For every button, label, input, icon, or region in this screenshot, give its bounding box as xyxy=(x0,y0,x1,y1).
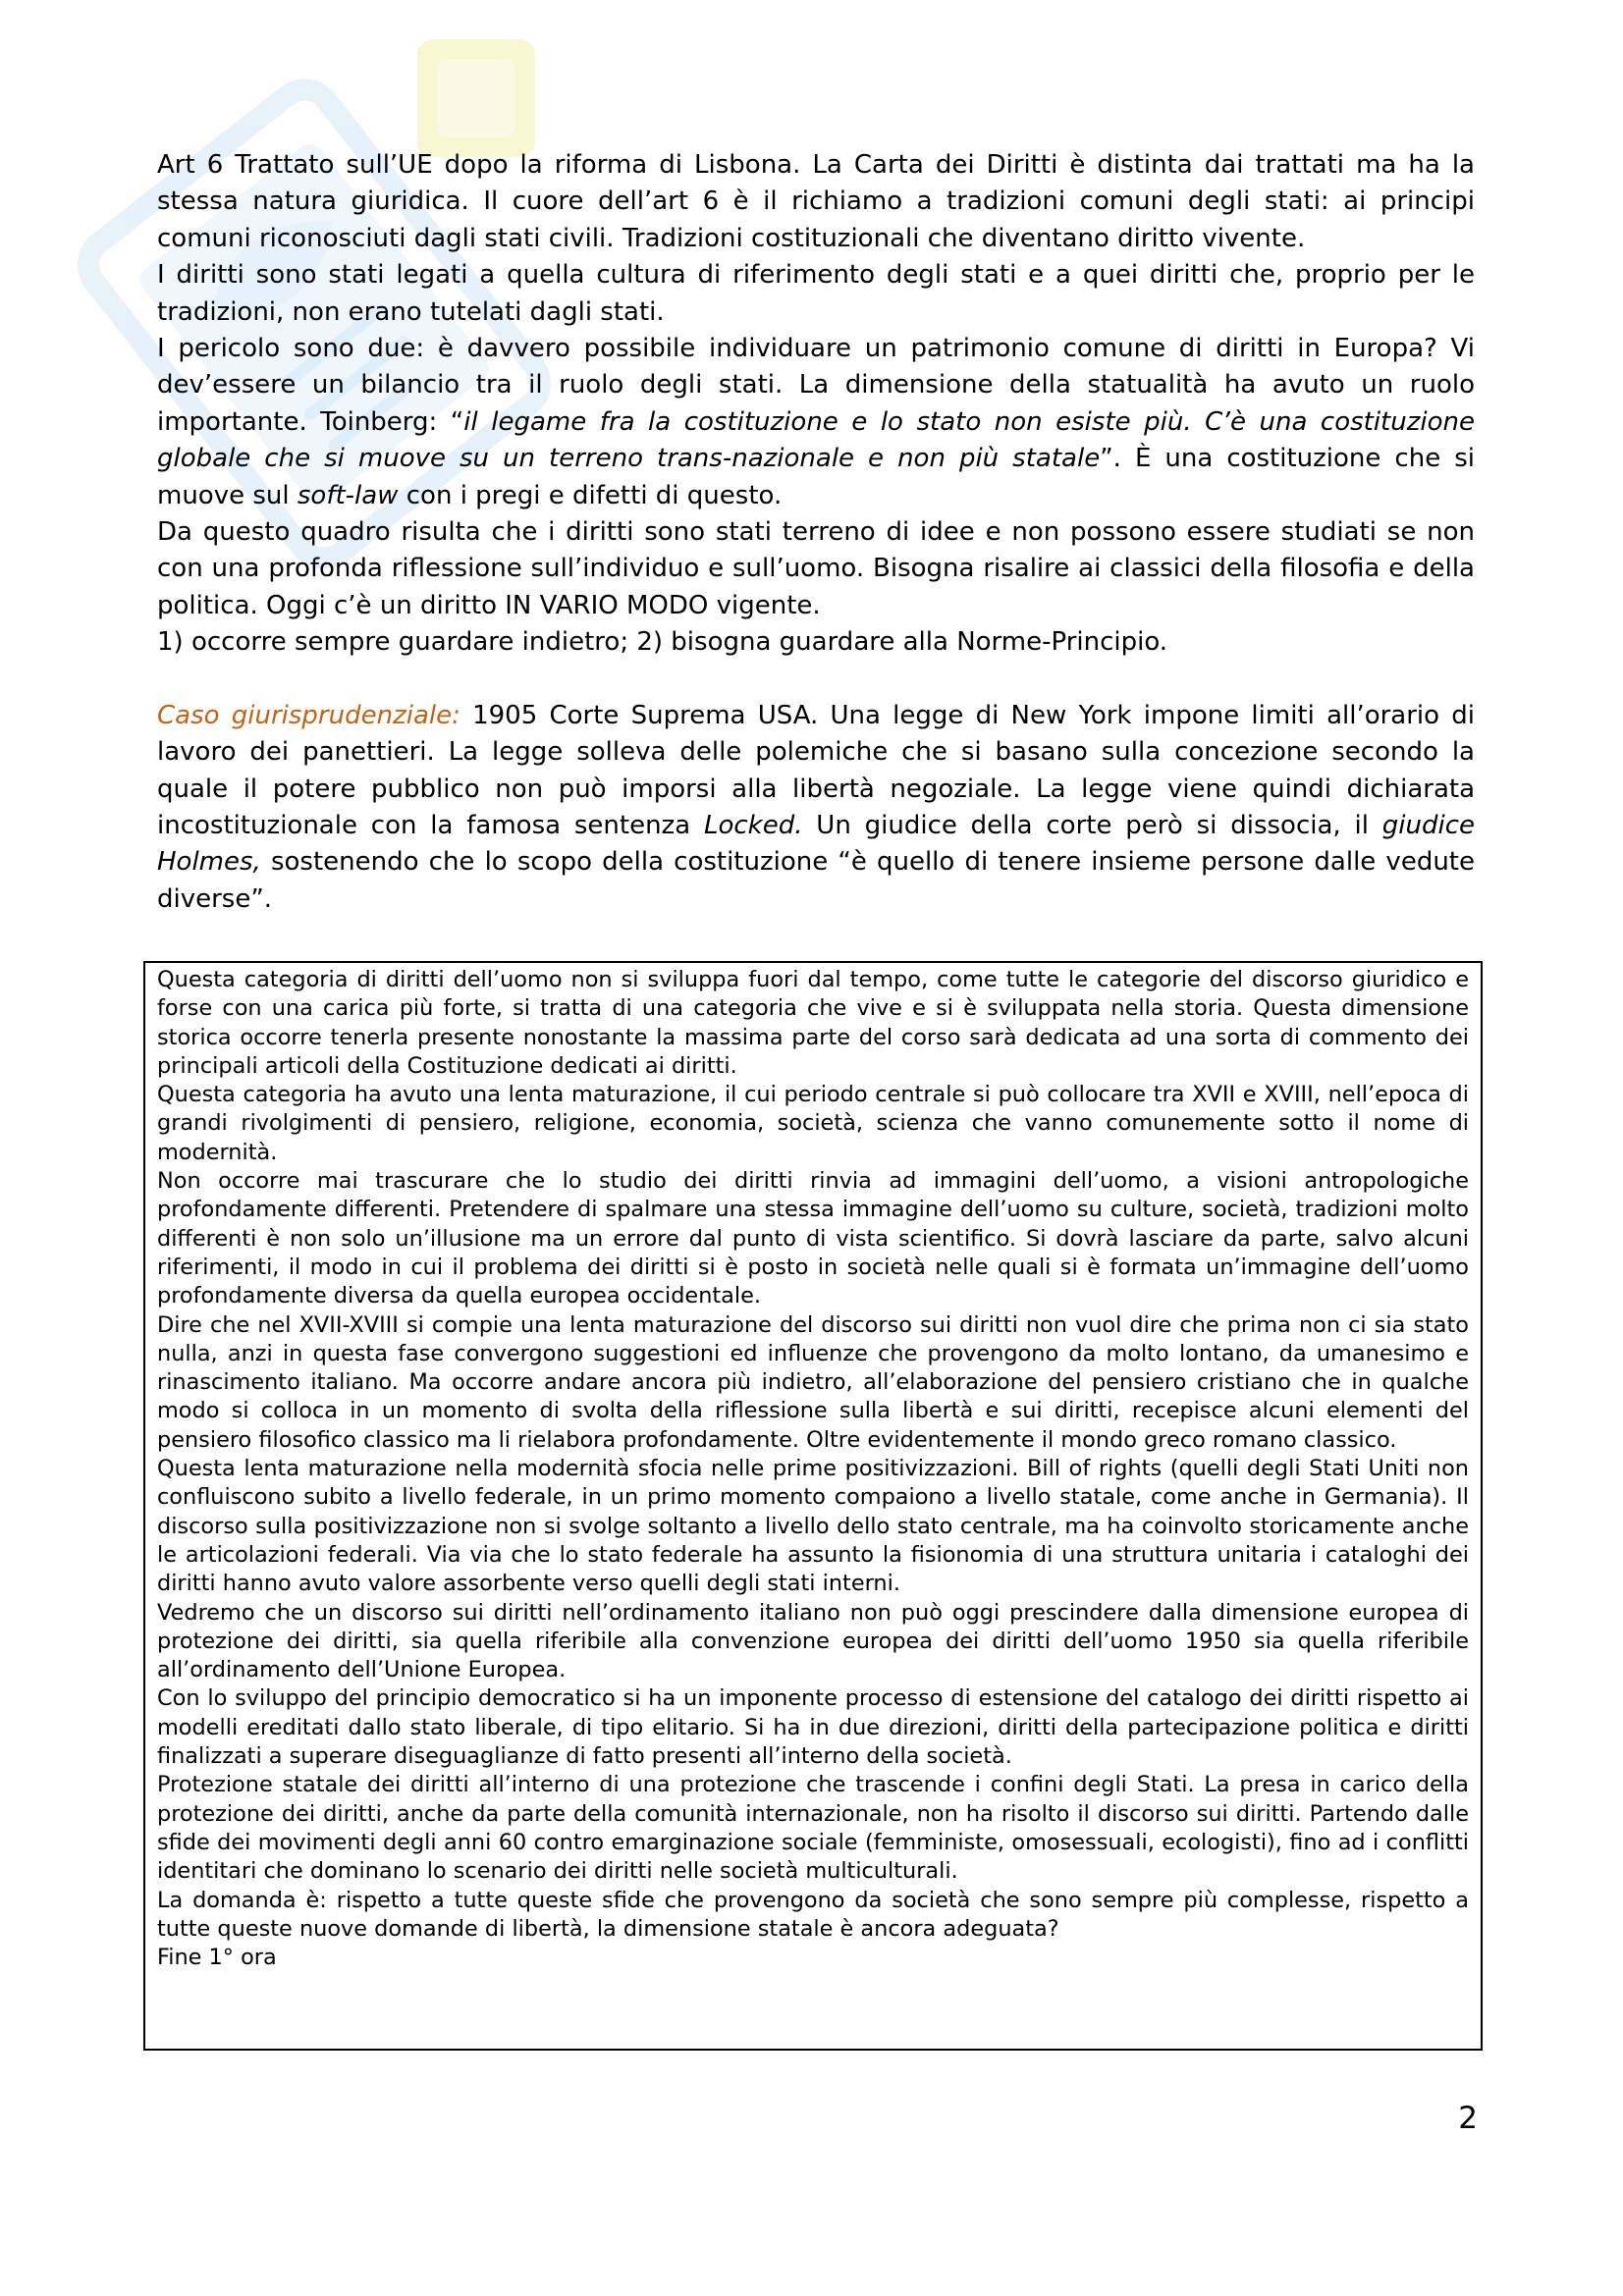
paragraph-art6: Art 6 Trattato sull’UE dopo la riforma di Lisbona. La Carta dei Diritti è distinta dai trattati ma ha la stessa natura giuridica. Il cuore dell’art 6 è il richiamo a tradizioni comuni degli stati: ai principi comuni riconosciuti dagli stati civili. Tradizioni costituzionali che diventano diritto vivente. xyxy=(157,150,1475,253)
locked-sentence: Locked. xyxy=(703,810,803,840)
paragraph-quadro: Da questo quadro risulta che i diritti sono stati terreno di idee e non possono essere studiati se non con una profonda riflessione sull’individuo e sull’uomo. Bisogna risalire ai classici della filosofia e della politica. Oggi c’è un diritto IN VARIO MODO vigente. xyxy=(157,517,1475,620)
box-paragraph: Vedremo che un discorso sui diritti nell’ordinamento italiano non può oggi prescindere dalla dimensione europea di protezione dei diritti, sia quella riferibile alla convenzione europea dei diritti dell’uomo 1950 sia quella riferibile all’ordinamento dell’Unione Europea. xyxy=(157,1599,1469,1683)
soft-law-term: soft-law xyxy=(297,480,399,510)
case-label: Caso giurisprudenziale: xyxy=(157,700,460,730)
page-number: 2 xyxy=(1458,2101,1478,2136)
paragraph-cultura: I diritti sono stati legati a quella cultura di riferimento degli stati e a quei diritti che, proprio per le tradizioni, non erano tutelati dagli stati. xyxy=(157,260,1475,327)
box-paragraph: Questa categoria ha avuto una lenta maturazione, il cui periodo centrale si può collocare tra XVII e XVIII, nell’epoca di grandi rivolgimenti di pensiero, religione, economia, società, scienza che vanno comunemente sotto il nome di modernità. xyxy=(157,1082,1469,1165)
box-paragraph: Questa lenta maturazione nella modernità sfocia nelle prime positivizzazioni. Bill of rights (quelli degli Stati Uniti non confluiscono subito a livello federale, in un primo momento compaiono a livello statale, come anche in Germania). Il discorso sulla positivizzazione non si svolge soltanto a livello dello stato centrale, ma ha coinvolto storicamente anche le articolazioni federali. Via via che lo stato federale ha assunto la fisionomia di una struttura unitaria i cataloghi dei diritti hanno avuto valore assorbente verso quelli degli stati interni. xyxy=(157,1456,1469,1597)
box-paragraph: La domanda è: rispetto a tutte queste sfide che provengono da società che sono sempre più complesse, rispetto a tutte queste nuove domande di libertà, la dimensione statale è ancora adeguata? xyxy=(157,1887,1469,1942)
box-paragraph: Questa categoria di diritti dell’uomo non si sviluppa fuori dal tempo, come tutte le categorie del discorso giuridico e forse con una carica più forte, si tratta di una categoria che vive e si è sviluppata nella storia. Questa dimensione storica occorre tenerla presente nonostante la massima parte del corso sarà dedicata ad una sorta di commento dei principali articoli della Costituzione dedicati ai diritti. xyxy=(157,967,1469,1079)
box-paragraph: Non occorre mai trascurare che lo studio dei diritti rinvia ad immagini dell’uomo, a visioni antropologiche profondamente differenti. Pretendere di spalmare una stessa immagine dell’uomo su culture, società, tradizioni molto differenti è non solo un’illusione ma un errore dal punto di vista scientifico. Si dovrà lasciare da parte, salvo alcuni riferimenti, il modo in cui il problema dei diritti si è posto in società nelle quali si è formata un’immagine dell’uomo profondamente diversa da quella europea occidentale. xyxy=(157,1168,1469,1309)
main-text xyxy=(157,147,1475,918)
box-paragraph: Dire che nel XVII-XVIII si compie una lenta maturazione del discorso sui diritti non vuol dire che prima non ci sia stato nulla, anzi in questa fase convergono suggestioni ed influenze che provengono da molto lontano, da umanesimo e rinascimento italiano. Ma occorre andare ancora più indietro, all’elaborazione del pensiero cristiano che in qualche modo si colloca in un momento di svolta della riflessione sulla libertà e sui diritti, recepisce alcuni elementi del pensiero filosofico classico ma li rielabora profondamente. Oltre evidentemente il mondo greco romano classico. xyxy=(157,1311,1469,1453)
box-paragraph: Protezione statale dei diritti all’interno di una protezione che trascende i confini degli Stati. La presa in carico della protezione dei diritti, anche da parte della comunità internazionale, non ha risolto il discorso sui diritti. Partendo dalle sfide dei movimenti degli anni 60 contro emarginazione sociale (femministe, omosessuali, ecologisti), fino ad i conflitti identitari che dominano lo scenario dei diritti nelle società multiculturali. xyxy=(157,1772,1469,1885)
paragraph-list: 1) occorre sempre guardare indietro; 2) bisogna guardare alla Norme-Principio. xyxy=(157,627,1168,658)
paragraph-pericolo: I pericolo sono due: è davvero possibile individuare un patrimonio comune di diritti in Europa? Vi dev’essere un bilancio tra il ruolo degli stati. La dimensione della statualità ha avuto un ruolo importante. Toinberg: “il legame fra la costituzione e lo stato non esiste più. C’è una costituzione globale che si muove su un terreno trans-nazionale e non più statale”. È una costituzione che si muove sul soft-law con i pregi e difetti di questo. xyxy=(157,334,1475,510)
holmes-name: giudice Holmes, xyxy=(157,810,1475,878)
paragraph-case: Caso giurisprudenziale: 1905 Corte Suprema USA. Una legge di New York impone limiti all’orario di lavoro dei panettieri. La legge solleva delle polemiche che si basano sulla concezione secondo la quale il potere pubblico non può imporsi alla libertà negoziale. La legge viene quindi dichiarata incostituzionale con la famosa sentenza Locked. Un giudice della corte però si dissocia, il giudice Holmes, sostenendo che lo scopo della costituzione “è quello di tenere insieme persone dalle vedute diverse”. xyxy=(157,700,1476,914)
toinberg-quote: il legame fra la costituzione e lo stato non esiste più. C’è una costituzione globale che si muove su un terreno trans-nazionale e non più statale xyxy=(157,406,1475,474)
box-end-note: Fine 1° ora xyxy=(157,1945,277,1971)
box-paragraph: Con lo sviluppo del principio democratico si ha un imponente processo di estensione del catalogo dei diritti rispetto ai modelli ereditati dallo stato liberale, di tipo elitario. Si ha in due direzioni, diritti della partecipazione politica e diritti finalizzati a superare diseguaglianze di fatto presenti all’interno della società. xyxy=(157,1685,1469,1770)
boxed-notes xyxy=(143,961,1483,2051)
